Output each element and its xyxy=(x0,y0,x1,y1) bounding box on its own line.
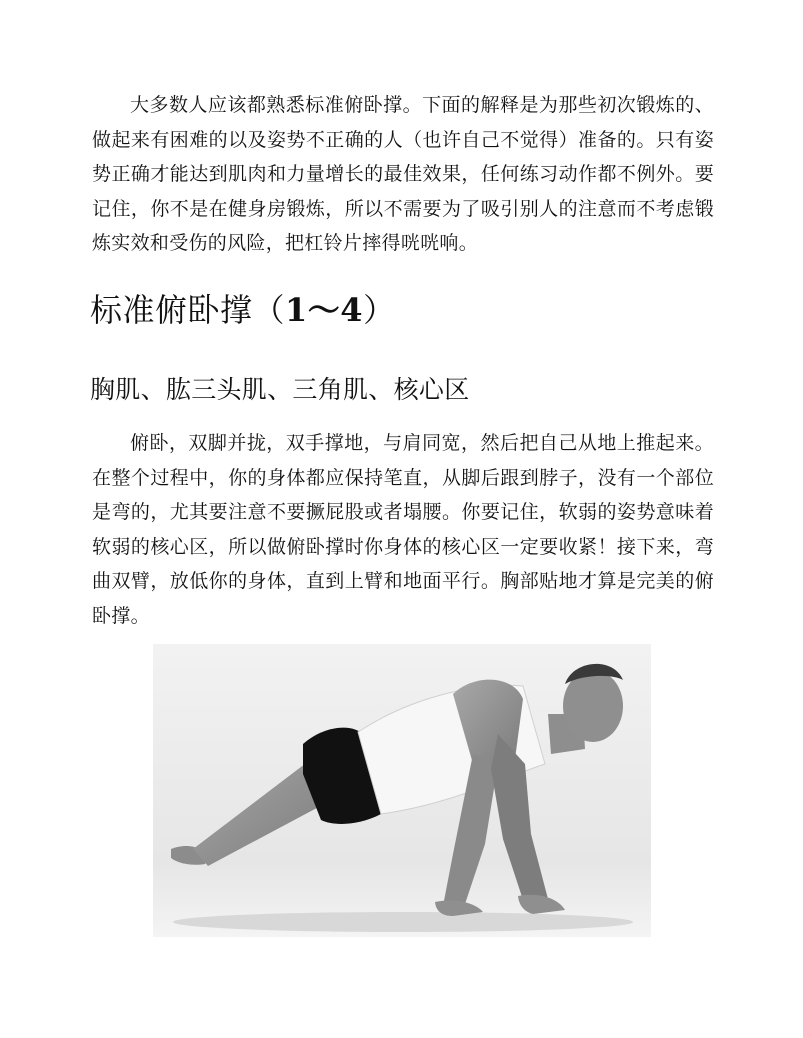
section-heading-number: 1～4 xyxy=(285,291,364,329)
intro-paragraph: 大多数人应该都熟悉标准俯卧撑。下面的解释是为那些初次锻炼的、做起来有困难的以及姿势不正确的人（也许自己不觉得）准备的。只有姿势正确才能达到肌肉和力量增长的最佳效果，任何练习动作都不例外。要记住，你不是在健身房锻炼，所以不需要为了吸引别人的注意而不考虑锻炼实效和受伤的风险，把杠铃片摔得咣咣响。 xyxy=(92,94,714,255)
section-heading-close: ） xyxy=(363,291,396,329)
pushup-illustration xyxy=(153,644,651,937)
section-heading xyxy=(90,288,396,332)
pushup-photo xyxy=(153,644,651,937)
instruction-paragraph: 俯卧，双脚并拢，双手撑地，与肩同宽，然后把自己从地上推起来。在整个过程中，你的身体都应保持笔直，从脚后跟到脖子，没有一个部位是弯的，尤其要注意不要撅屁股或者塌腰。你要记住，软弱的姿势意味着软弱的核心区，所以做俯卧撑时你身体的核心区一定要收紧！接下来，弯曲双臂，放低你的身体，直到上臂和地面平行。胸部贴地才算是完美的俯卧撑。 xyxy=(92,432,714,627)
section-heading-title: 标准俯卧撑（ xyxy=(90,291,286,329)
muscle-heading: 胸肌、肱三头肌、三角肌、核心区 xyxy=(90,375,470,404)
